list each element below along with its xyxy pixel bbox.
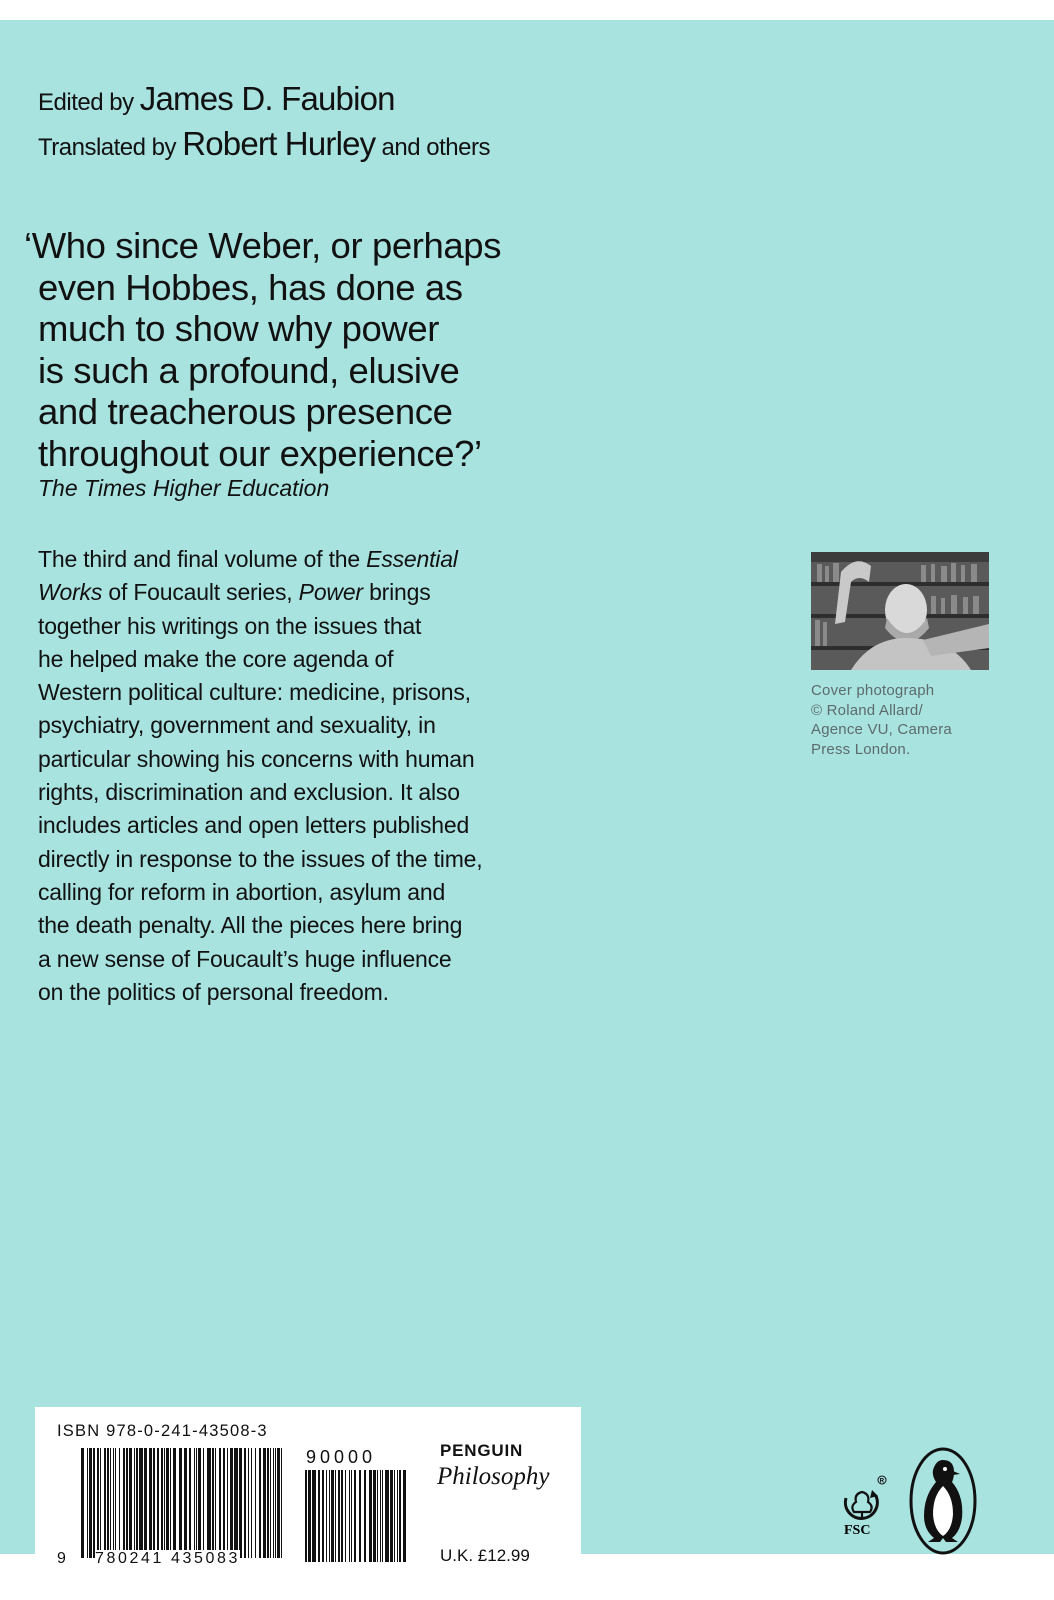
barcode-bar (273, 1448, 274, 1558)
barcode-bar (166, 1448, 169, 1558)
barcode-bar (212, 1448, 214, 1558)
barcode-bar (354, 1470, 356, 1562)
barcode-bar (275, 1448, 276, 1558)
translator-prefix: Translated by (38, 134, 177, 161)
barcode-bar (189, 1448, 191, 1558)
blurb-line: psychiatry, government and sexuality, in (38, 712, 436, 739)
photo-credit-line: Press London. (811, 740, 911, 758)
photo-credit-line: Agence VU, Camera (811, 721, 952, 738)
blurb-line: he helped make the core agenda of (38, 645, 394, 672)
blurb-line: the death penalty. All the pieces here bring (38, 912, 463, 939)
barcode-digit-prefix: 9 (57, 1550, 66, 1567)
barcode-bar (149, 1448, 152, 1558)
barcode-bar (223, 1448, 225, 1558)
barcode-bar (126, 1448, 128, 1558)
penguin-logo-icon (908, 1446, 978, 1556)
series-name: Philosophy (437, 1463, 550, 1490)
barcode-bar (308, 1470, 311, 1562)
blurb-title-power: Power (298, 579, 363, 606)
barcode-bar (251, 1448, 252, 1558)
author-photo (811, 552, 989, 670)
barcode-bar (123, 1448, 125, 1558)
barcode-bar (113, 1448, 114, 1558)
barcode-bar (207, 1448, 211, 1558)
barcode-bar (115, 1448, 116, 1558)
barcode-bar (385, 1470, 389, 1562)
barcode-bar (281, 1448, 282, 1558)
barcode-bar (373, 1470, 376, 1562)
blurb-line: calling for reform in abortion, asylum and (38, 878, 446, 905)
book-back-cover (0, 20, 1054, 1567)
barcode-bar (110, 1448, 111, 1558)
barcode-bar (335, 1470, 336, 1562)
blurb-title-essential: Essential (366, 546, 458, 572)
barcode-bar (380, 1470, 381, 1562)
quote-line: and treacherous presence (38, 391, 453, 432)
blurb-line (38, 576, 618, 609)
barcode-bar (81, 1448, 84, 1558)
blurb-line: on the politics of personal freedom. (38, 978, 389, 1005)
barcode-bar (239, 1448, 242, 1558)
barcode-bar (338, 1470, 340, 1562)
barcode-bar (341, 1470, 343, 1562)
barcode-bar (244, 1448, 246, 1558)
blurb-line: rights, discrimination and exclusion. It also (38, 779, 460, 806)
quote-line: even Hobbes, has done as (38, 266, 463, 308)
isbn-label: ISBN 978-0-241-43508-3 (57, 1422, 268, 1440)
blurb-title-works: Works (38, 579, 103, 606)
blurb-line (38, 543, 618, 576)
blurb-line: particular showing his concerns with human (38, 745, 475, 772)
barcode-bar (89, 1448, 92, 1558)
barcode-bar (349, 1470, 350, 1562)
barcode-bar (359, 1470, 361, 1562)
barcode-bar (179, 1448, 182, 1558)
editor-prefix: Edited by (38, 89, 134, 116)
barcode-bar (144, 1448, 147, 1558)
barcode-bar (390, 1470, 393, 1562)
barcode-digits: 780241 435083 (95, 1550, 241, 1567)
barcode-bar (322, 1470, 324, 1562)
barcode-bar (196, 1448, 197, 1558)
barcode-bar (157, 1448, 159, 1558)
barcode-bar (119, 1448, 120, 1558)
barcode-bar (136, 1448, 138, 1558)
barcode-bar (219, 1448, 221, 1558)
barcode-bar (161, 1448, 163, 1558)
price-label: U.K. £12.99 (440, 1546, 530, 1565)
barcode-bar (318, 1470, 320, 1562)
barcode-bar (364, 1470, 366, 1562)
blurb-line: directly in response to the issues of the time, (38, 845, 483, 872)
barcode-bar (394, 1470, 395, 1562)
barcode-bar (104, 1448, 106, 1558)
barcode-bar (277, 1448, 280, 1558)
blurb-line: Western political culture: medicine, prisons, (38, 679, 471, 706)
barcode-bar (377, 1470, 378, 1562)
barcode-bar (184, 1448, 187, 1558)
barcode-bar (312, 1470, 316, 1562)
barcode-bar (234, 1448, 238, 1558)
barcode-bar (305, 1470, 307, 1562)
barcode-bar (203, 1448, 204, 1558)
barcode-bar (129, 1448, 132, 1558)
barcode-bar (255, 1448, 256, 1558)
barcode-bar (100, 1448, 101, 1558)
barcode-bar (345, 1470, 346, 1562)
blurb-text-run: The third and final volume of the (38, 546, 367, 572)
blurb-text-run: brings (362, 579, 431, 606)
barcode-bar (139, 1448, 143, 1558)
translator-name: Robert Hurley (182, 125, 376, 162)
barcode-bar (369, 1470, 372, 1562)
quote-line: throughout our experience?’ (38, 432, 482, 474)
barcode-bar (87, 1448, 88, 1558)
publisher-name: PENGUIN (440, 1441, 524, 1460)
photo-credit-line: © Roland Allard/ (811, 701, 923, 719)
editor-credit (38, 80, 395, 118)
blurb-text (38, 543, 618, 1009)
fsc-label: FSC (844, 1523, 871, 1538)
photo-credit (811, 681, 952, 759)
barcode-bar (270, 1448, 271, 1558)
isbn-barcode (79, 1448, 285, 1566)
barcode-bar (397, 1470, 398, 1562)
barcode-bar (153, 1448, 155, 1558)
translator-credit (38, 125, 490, 163)
barcode-bar (194, 1448, 195, 1558)
barcode-bar (93, 1448, 95, 1558)
quote-line: much to show why power (38, 308, 439, 349)
barcode-bar (97, 1448, 99, 1558)
translator-suffix: and others (381, 134, 490, 161)
barcode-bar (227, 1448, 228, 1558)
quote-line: ‘Who since Weber, or perhaps (24, 225, 502, 266)
barcode-bar (263, 1448, 266, 1558)
barcode-bar (331, 1470, 334, 1562)
barcode-bar (329, 1470, 330, 1562)
quote-source: The Times Higher Education (38, 475, 330, 501)
barcode-bar (248, 1448, 249, 1558)
blurb-line: includes articles and open letters published (38, 812, 470, 839)
barcode-bar (382, 1470, 383, 1562)
blurb-line: a new sense of Foucault’s huge influence (38, 945, 452, 972)
barcode-bar (215, 1448, 216, 1558)
barcode-panel (35, 1407, 581, 1574)
review-quote (24, 225, 638, 474)
price-addon-barcode (303, 1470, 407, 1566)
barcode-bar (403, 1470, 406, 1562)
barcode-bar (107, 1448, 109, 1558)
blurb-text-run: of Foucault series, (102, 579, 299, 606)
barcode-bar (267, 1448, 269, 1558)
editor-name: James D. Faubion (139, 80, 395, 117)
barcode-bar (198, 1448, 201, 1558)
barcode-bar (173, 1448, 176, 1558)
barcode-bar (134, 1448, 135, 1558)
quote-line: is such a profound, elusive (38, 349, 460, 391)
svg-text:R: R (879, 1478, 885, 1485)
barcode-addon-digits: 90000 (306, 1447, 377, 1467)
photo-credit-line: Cover photograph (811, 682, 935, 699)
blurb-line: together his writings on the issues that (38, 612, 422, 639)
barcode-bar (399, 1470, 401, 1562)
barcode-bar (326, 1470, 327, 1562)
barcode-bar (230, 1448, 233, 1558)
barcode-bar (259, 1448, 261, 1558)
barcode-bar (170, 1448, 171, 1558)
barcode-bar (164, 1448, 165, 1558)
barcode-bar (351, 1470, 352, 1562)
fsc-logo-icon (832, 1472, 892, 1538)
